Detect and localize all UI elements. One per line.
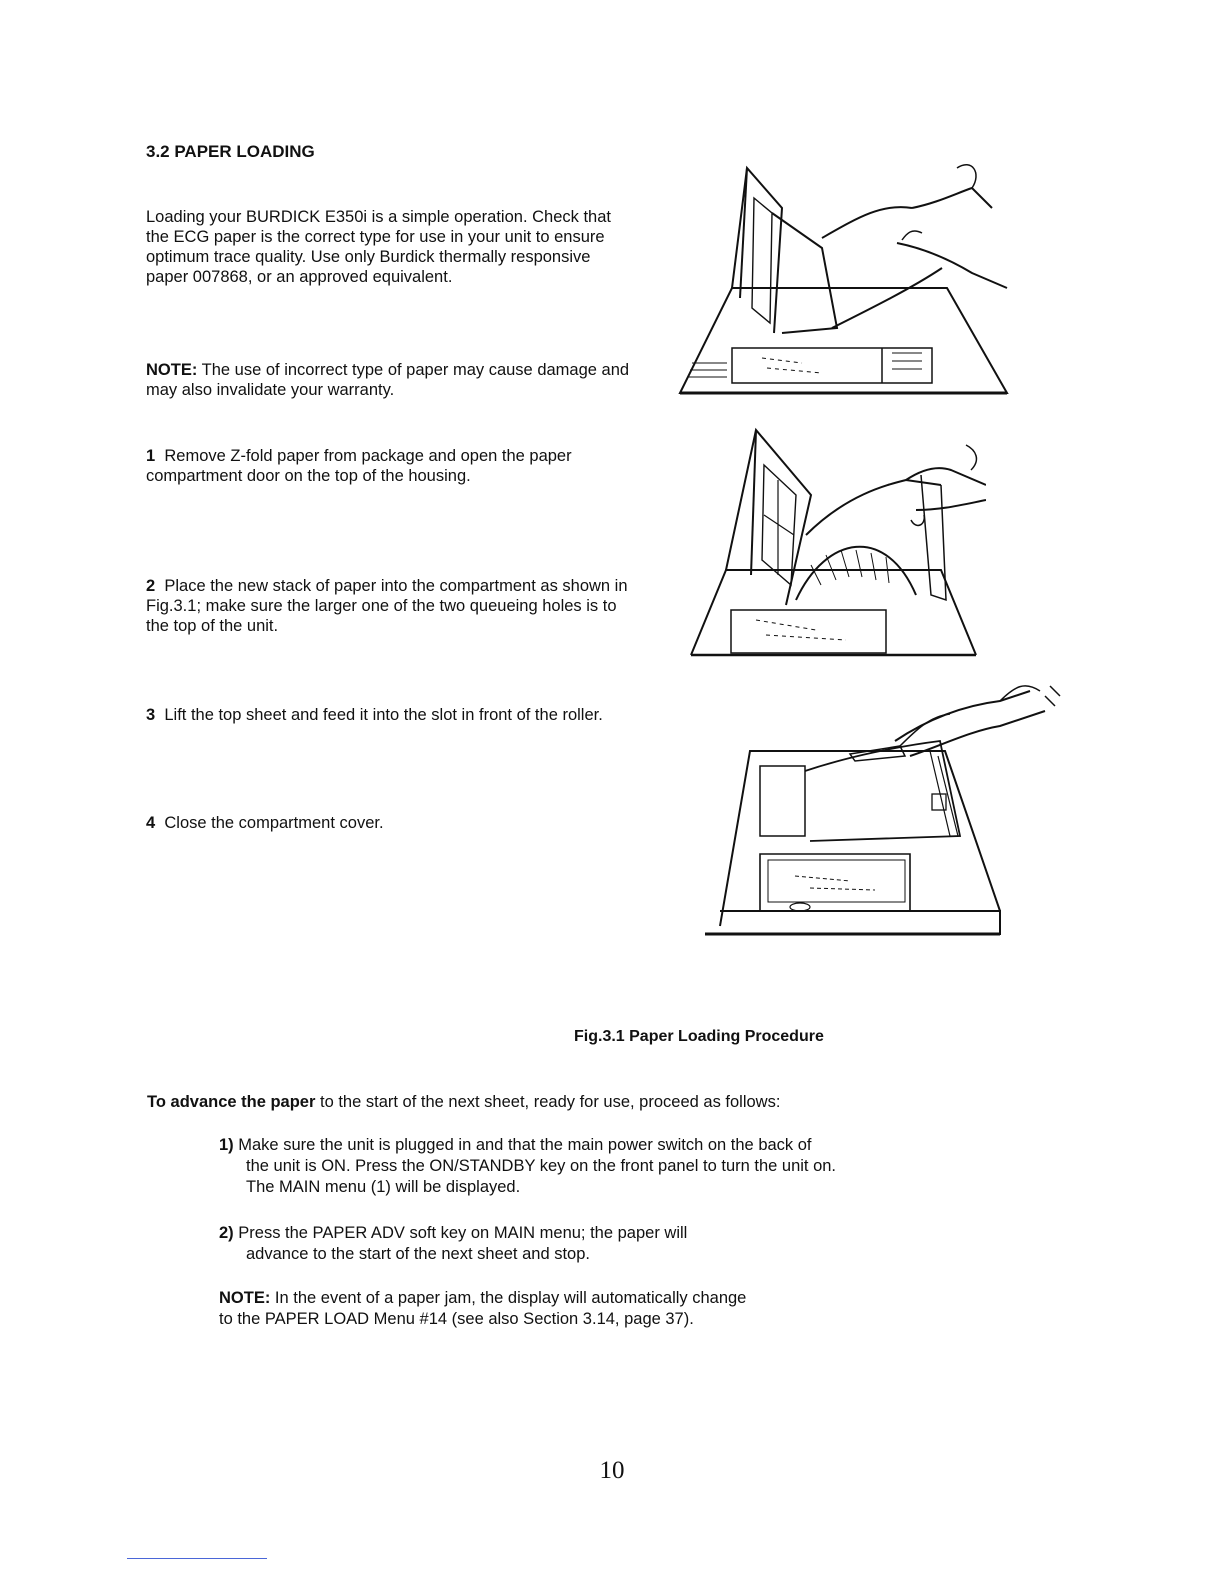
note-line: In the event of a paper jam, the display will automatically change [270,1289,747,1307]
step-3 [146,705,636,725]
illustration-feed-sheet [700,676,1065,938]
step-number: 3 [146,706,156,724]
advance-step-line: Press the PAPER ADV soft key on MAIN menu; the paper will [238,1224,688,1242]
step-text: Lift the top sheet and feed it into the slot in front of the roller. [164,706,603,724]
section-heading: 3.2 PAPER LOADING [146,142,315,161]
advance-step-line: advance to the start of the next sheet and stop. [246,1245,590,1263]
footer-rule [127,1558,267,1559]
page-number: 10 [599,1457,625,1484]
note-label: NOTE: [219,1289,271,1307]
step-number: 2 [146,577,156,595]
advance-step-2 [219,1223,979,1265]
advance-step-line: The MAIN menu (1) will be displayed. [246,1178,521,1196]
advance-step-line: Make sure the unit is plugged in and that the main power switch on the back of [238,1136,812,1154]
note-text: The use of incorrect type of paper may cause damage and may also invalidate your warranty. [146,361,630,399]
intro-paragraph: Loading your BURDICK E350i is a simple operation. Check that the ECG paper is the correct type for use in your unit to ensure optimum trace quality. Use only Burdick thermally responsive paper 007868, or an approved equivalent. [146,208,611,286]
advance-step-number: 1) [219,1136,234,1154]
advance-step-1 [219,1135,979,1198]
advance-lead-rest: to the start of the next sheet, ready for use, proceed as follows: [315,1093,781,1111]
illustration-place-paper [686,425,986,660]
paper-jam-note [219,1288,939,1330]
note-label: NOTE: [146,361,198,379]
step-text: Place the new stack of paper into the compartment as shown in Fig.3.1; make sure the larger one of the two queueing holes is to the top of the unit. [146,577,628,635]
advance-intro [147,1093,780,1112]
step-4 [146,813,636,833]
note-line: to the PAPER LOAD Menu #14 (see also Section 3.14, page 37). [219,1310,694,1328]
step-1 [146,446,636,486]
warranty-note [146,360,636,400]
step-number: 4 [146,814,156,832]
step-number: 1 [146,447,156,465]
step-text: Remove Z-fold paper from package and open the paper compartment door on the top of the housing. [146,447,572,485]
advance-step-line: the unit is ON. Press the ON/STANDBY key on the front panel to turn the unit on. [246,1157,837,1175]
figure-caption: Fig.3.1 Paper Loading Procedure [574,1028,824,1045]
advance-lead-bold: To advance the paper [147,1093,316,1111]
advance-step-number: 2) [219,1224,234,1242]
step-text: Close the compartment cover. [164,814,384,832]
illustration-open-door [672,148,1017,398]
step-2 [146,576,636,636]
